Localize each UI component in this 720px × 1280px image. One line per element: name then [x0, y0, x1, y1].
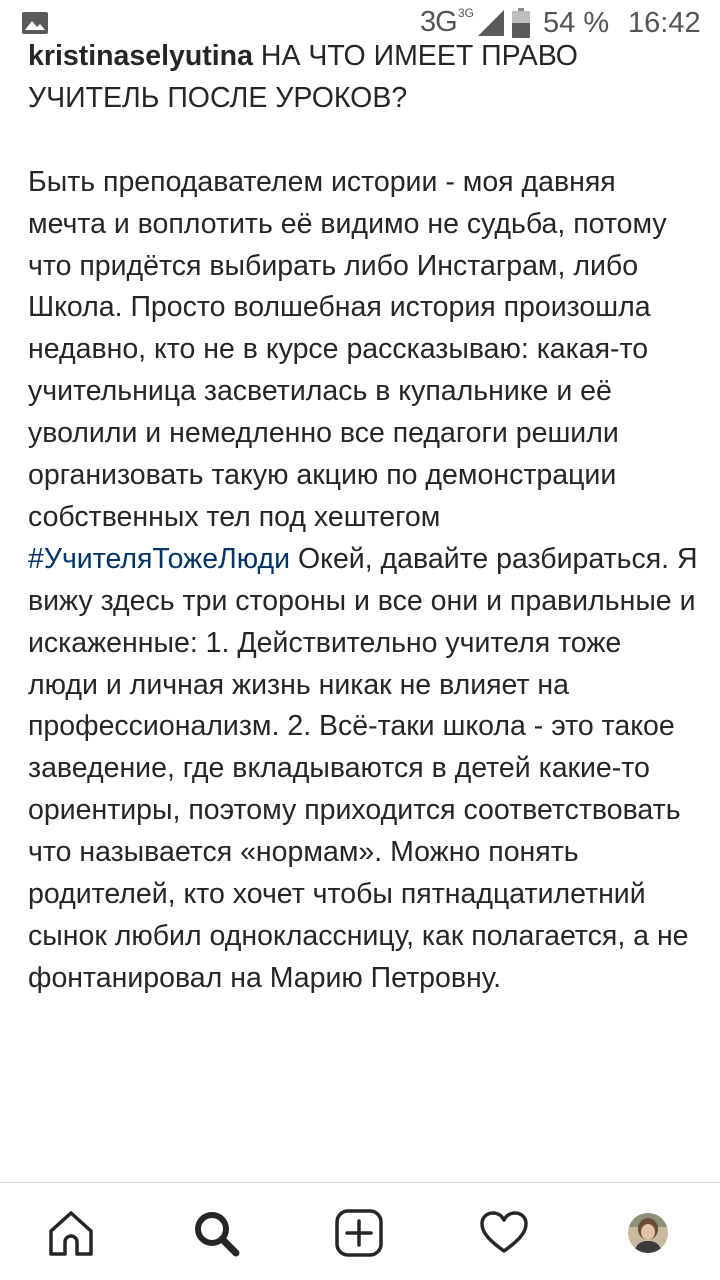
heart-icon[interactable] — [478, 1207, 530, 1259]
home-icon[interactable] — [45, 1207, 97, 1259]
signal-icon — [478, 10, 504, 36]
search-icon[interactable] — [190, 1207, 242, 1259]
battery-icon — [512, 8, 530, 38]
hashtag-link[interactable]: #УчителяТожеЛюди — [28, 542, 291, 575]
paragraph-gap — [28, 120, 698, 162]
caption-text-part-2: Окей, давайте разбираться. Я вижу здесь три стороны и все они и правильные и искаженные: 1. Действительно учителя тоже люди и личная жизнь никак не влияет на профессионализм. 2. Всё-таки школа - это такое заведение, где вкладываются в детей какие-то ориентиры, поэтому приходится соответствовать что называется «нормам». Можно понять родителей, кто хочет чтобы пятнадцатилетний сынок любил одноклассницу, как полагается, а не фонтанировал на Марию Петровну. — [28, 542, 698, 994]
status-clock: 16:42 — [628, 7, 701, 39]
profile-avatar[interactable] — [628, 1213, 668, 1253]
bottom-navigation-bar — [0, 1182, 720, 1280]
status-bar — [0, 0, 720, 48]
caption-text-part-1: Быть преподавателем истории - моя давняя мечта и воплотить её видимо не судьба, потому что придётся выбирать либо Инстаграм, либо Школа. Просто волшебная история произошла недавно, кто не в курсе рассказываю: какая-то учительница засветилась в купальнике и её уволили и немедленно все педагоги решили организовать такую акцию по демонстрации собственных тел под хештегом — [28, 165, 667, 533]
caption-body — [28, 162, 698, 1000]
username-link[interactable]: kristinaselyutina — [28, 40, 253, 72]
caption-header — [28, 36, 698, 120]
caption-title: НА ЧТО ИМЕЕТ ПРАВО УЧИТЕЛЬ ПОСЛЕ УРОКОВ? — [28, 40, 578, 114]
add-post-icon[interactable] — [333, 1207, 385, 1259]
gallery-icon — [22, 12, 48, 34]
battery-percentage: 54 % — [543, 7, 610, 39]
post-caption — [28, 36, 698, 1182]
network-sub-label: 3G — [458, 6, 475, 20]
network-type-label: 3G — [420, 6, 457, 38]
